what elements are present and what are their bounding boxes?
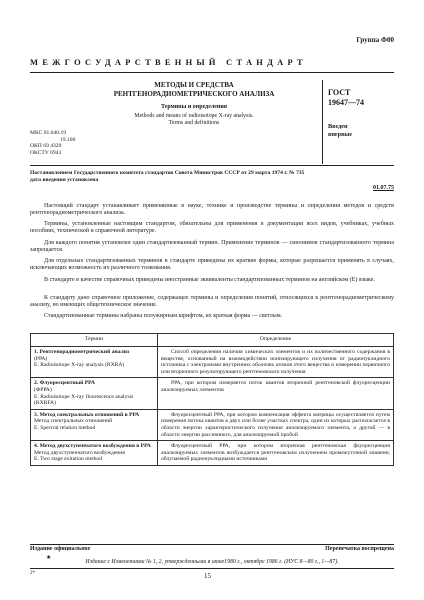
mks-code-2: 19.100 — [60, 136, 76, 143]
paragraph-4: Для отдельных стандартизованных терминов в стандарте приведены их краткие формы, которые разрешается применять в случаях, исключающих возможность их различного толкования. — [30, 258, 394, 272]
term-english: E. Spectral relation method — [34, 424, 96, 431]
introduction-line-2: впервые — [328, 131, 353, 138]
table-row — [31, 441, 394, 466]
printer-signature: 2* — [30, 571, 35, 576]
paragraph-7: Стандартизованные термины набраны полужирным шрифтом, их краткая форма — светлым. — [44, 313, 283, 319]
table-header-row — [31, 334, 394, 347]
edition-note: Издание с Изменениями № 1, 2, утвержденными в июне1980 г., октябре 1986 г. (ИУС 8—80 г., 1—87). — [85, 559, 339, 565]
decree-line-1: Постановлением Государственного комитета стандартов Совета Министров СССР от 29 марта 1974 г. № 735 — [30, 170, 305, 176]
classification-codes — [30, 130, 75, 156]
okstu-code: ОКСТУ 6943 — [30, 149, 62, 156]
term-name: 4. Метод двухступенчатого возбуждения в РРА — [34, 443, 151, 450]
definition-cell: Способ определения наличия химических элементов и их количественного содержания в веществе, основанный на взаимодействии ионизирующего излучения от радионуклидного источника с электронами внутренних оболочек атомов этого вещества и измерении первичного или вторичного результирующего рентгеновского излучения — [158, 347, 394, 378]
term-cell — [31, 441, 158, 466]
header-term: Термин — [31, 334, 158, 347]
term-short: (РРА) — [34, 355, 48, 362]
term-cell — [31, 409, 158, 440]
term-short: (ФРРА) — [34, 386, 52, 393]
paragraph-1: Настоящий стандарт устанавливает применяемые в науке, технике и производстве термины и определения методов и средств рентгенорадиометрического анализа. — [30, 203, 394, 217]
term-short: Метод двухступенчатого возбуждения — [34, 449, 125, 456]
paragraph-6: К стандарту дано справочное приложение, содержащее термины и определения понятий, относящихся к рентгенорадиометрическому анализу, но имеющих общетехническое значение. — [30, 295, 394, 309]
english-title-line-1: Methods and means of radioisotope X-ray analysis. — [134, 113, 254, 119]
document-title — [104, 81, 284, 99]
star-icon: ★ — [46, 555, 52, 561]
introduction-date: 01.07.75 — [373, 185, 394, 191]
paragraph-3: Для каждого понятия установлен один стандартизованный термин. Применение терминов — синонимов стандартизованного термина запрещается. — [30, 240, 394, 254]
bottom-rule — [30, 568, 394, 569]
decree-rule — [30, 165, 394, 166]
paragraph-2: Термины, установленные настоящим стандартом, обязательны для применения в документации всех видов, учебниках, учебных пособиях, технической и справочной литературе. — [30, 221, 394, 235]
document-subtitle: Термины и определения — [160, 104, 228, 110]
paragraph-5: В стандарте в качестве справочных приведены иностранные эквиваленты стандартизованных терминов на английском (Е) языке. — [44, 277, 375, 283]
title-line-1: МЕТОДЫ И СРЕДСТВА — [154, 81, 234, 89]
decree-text — [30, 170, 394, 184]
definition-cell: РРА, при котором измеряется поток квантов вторичной рентгеновской флуоресценции анализируемых элементов — [158, 378, 394, 409]
term-name: 2. Флуоресцентный РРА — [34, 380, 95, 387]
title-line-2: РЕНТГЕНОРАДИОМЕТРИЧЕСКОГО АНАЛИЗА — [113, 90, 275, 98]
table-row — [31, 347, 394, 378]
gost-code: ГОСТ — [328, 88, 351, 97]
term-cell — [31, 347, 158, 378]
header-rule — [30, 72, 394, 73]
english-title-line-2: Terms and definitions — [168, 120, 220, 126]
term-name: 1. Рентгенорадиометрический анализ — [34, 349, 130, 355]
term-english: E. Two stage exitation method — [34, 456, 103, 463]
table-row — [31, 409, 394, 440]
term-name: 3. Метод спектральных отношений в РРА — [34, 411, 140, 418]
official-edition-label: Издание официальное — [30, 546, 91, 552]
okp-code: ОКП 69 4320 — [30, 143, 62, 150]
term-short: Метод спектральных отношений — [34, 418, 113, 425]
definition-cell: Флуоресцентный РРА, при котором вторичная рентгеновская флуоресценция анализируемых элементов возбуждается рентгеновским излучением промежуточной мишени, облучаемой радионуклидными источниками — [158, 441, 394, 466]
term-cell — [31, 378, 158, 409]
english-title — [104, 113, 284, 127]
term-english: E. Radioisotope X-ray analysis (RXRA) — [34, 362, 125, 369]
standard-banner: МЕЖГОСУДАРСТВЕННЫЙ СТАНДАРТ — [30, 58, 307, 67]
introduction-status — [328, 123, 352, 139]
definition-cell: Флуоресцентный РРА, при котором компенсация эффекта матрицы осуществляется путем измерения потока квантов в двух или более участках спектра, один из которых располагается в области энергии характеристического излучения анализируемого элемента, а другой — в области энергии рассеянного, для анализируемой пробой — [158, 409, 394, 440]
group-code: Группа Ф00 — [356, 36, 394, 44]
term-english: E. Radioisotope X-ray fluorescence analysis (RXRFA) — [34, 393, 134, 407]
table-row — [31, 378, 394, 409]
footer-rule — [30, 544, 394, 545]
reprint-prohibited-label: Перепечатка воспрещена — [325, 546, 394, 552]
introduction-line-1: Введен — [328, 123, 348, 130]
terms-table — [30, 333, 394, 466]
header-definition: Определение — [158, 334, 394, 347]
mks-code: МКС 01.040.19 — [30, 130, 67, 136]
decree-line-2: дата введения установлена — [30, 177, 99, 183]
gost-id: 19647—74 — [328, 98, 364, 107]
gost-number — [328, 88, 364, 108]
page-number: 15 — [204, 572, 211, 580]
